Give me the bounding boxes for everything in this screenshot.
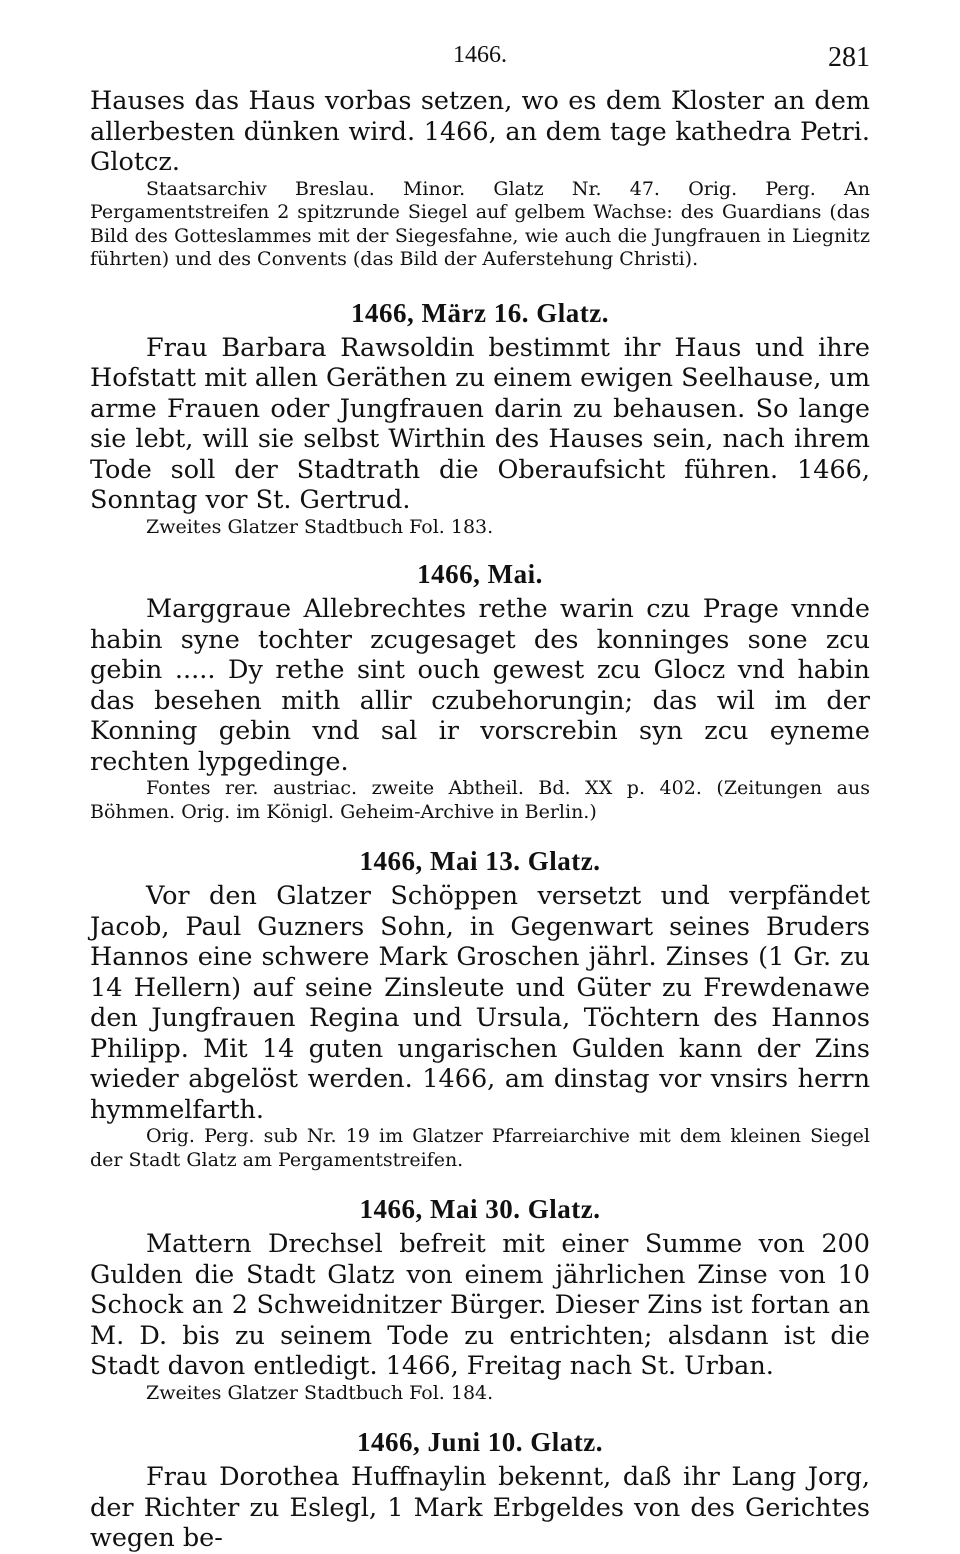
entry-source-note: Zweites Glatzer Stadtbuch Fol. 183.	[146, 515, 494, 538]
entry-heading: 1466, Juni 10. Glatz.	[356, 1427, 603, 1457]
running-head	[90, 28, 870, 78]
entry-text: Frau Barbara Rawsoldin bestimmt ihr Haus und ihre Hofstatt mit allen Geräthen zu einem ewigen Seelhause, um arme Frauen oder Jungfrauen darin zu behausen. So lange sie lebt, will sie selbst Wirthin des Hauses sein, nach ihrem Tode soll der Stadtrath die Oberaufsicht führen. 1466, Sonntag vor St. Gertrud.	[90, 332, 871, 515]
running-head-year: 1466.	[453, 42, 507, 68]
entry-heading: 1466, März 16. Glatz.	[351, 297, 609, 328]
document-page	[90, 28, 870, 1554]
entry-text: Frau Dorothea Huffnaylin bekennt, daß ihr Lang Jorg, der Richter zu Eslegl, 1 Mark Erbgeldes von des Gerichtes wegen be-	[90, 1462, 870, 1553]
entry-source-note: Zweites Glatzer Stadtbuch Fol. 184.	[146, 1381, 494, 1404]
entry-text: Marggraue Allebrechtes rethe warin czu Prage vnnde habin syne tochter zcugesaget des konninges sone zcu gebin ..... Dy rethe sint ouch gewest zcu Glocz vnd habin das besehen mith allir czubehorungin; das wil im der Konning gebin vnd sal ir vorscrebin syn zcu eyneme rechten lypgedinge.	[90, 594, 870, 777]
entry-heading: 1466, Mai.	[417, 559, 543, 589]
entry-source-note: Orig. Perg. sub Nr. 19 im Glatzer Pfarreiarchive mit dem kleinen Siegel der Stadt Glatz am Pergamentstreifen.	[90, 1125, 870, 1171]
entry-text: Vor den Glatzer Schöppen versetzt und verpfändet Jacob, Paul Guzners Sohn, in Gegenwart seines Bruders Hannos eine schwere Mark Groschen jährl. Zinses (1 Gr. zu 14 Hellern) auf seine Zinsleute und Güter zu Frewdenawe den Jungfrauen Regina und Ursula, Töchtern des Hannos Philipp. Mit 14 guten ungarischen Gulden kann der Zins wieder abgelöst werden. 1466, am dinstag vor vnsirs herrn hymmelfarth.	[90, 881, 870, 1125]
entry-heading: 1466, Mai 13. Glatz.	[359, 846, 601, 876]
entry-text: Mattern Drechsel befreit mit einer Summe von 200 Gulden die Stadt Glatz von einem jährlichen Zinse von 10 Schock an 2 Schweidnitzer Bürger. Dieser Zins ist fortan an M. D. bis zu seinem Tode zu entrichten; alsdann ist die Stadt davon entledigt. 1466, Freitag nach St. Urban.	[90, 1229, 870, 1381]
page-number: 281	[828, 42, 870, 73]
entry-source-note: Fontes rer. austriac. zweite Abtheil. Bd. XX p. 402. (Zeitungen aus Böhmen. Orig. im Königl. Geheim-Archive in Berlin.)	[90, 777, 870, 823]
intro-paragraph: Hauses das Haus vorbas setzen, wo es dem Kloster an dem allerbesten dünken wird. 1466, an dem tage kathedra Petri. Glotcz.	[90, 86, 870, 177]
intro-source-note: Staatsarchiv Breslau. Minor. Glatz Nr. 47. Orig. Perg. An Pergamentstreifen 2 spitzrunde Siegel auf gelbem Wachse: des Guardians (das Bild des Gotteslammes mit der Siegesfahne, wie auch die Jungfrauen in Liegnitz führten) und des Convents (das Bild der Auferstehung Christi).	[90, 177, 870, 270]
entry-heading: 1466, Mai 30. Glatz.	[359, 1194, 601, 1224]
